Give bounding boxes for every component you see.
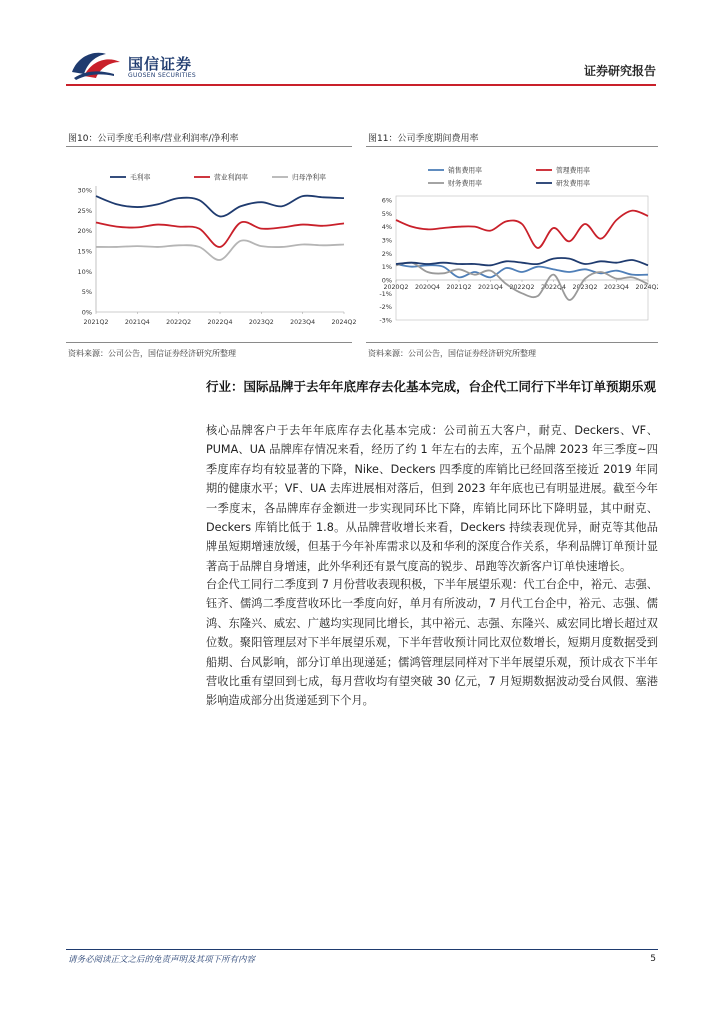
y-tick-label: -1%: [379, 289, 392, 298]
legend-label: 营业利润率: [214, 173, 248, 182]
figure-10-source: 资料来源：公司公告，国信证券经济研究所整理: [68, 349, 236, 358]
plot-frame: [396, 196, 648, 320]
figure-11-chart-svg: [366, 150, 658, 338]
figure-10-title: 图10：公司季度毛利率/营业利润率/净利率: [68, 134, 239, 144]
x-tick-label: 2021Q2: [446, 284, 472, 291]
body-paragraph: 核心品牌客户于去年年底库存去化基本完成：公司前五大客户，耐克、Deckers、VF、PUMA、UA 品牌库存情况来看，经历了约 1 年左右的去库，五个品牌 2023 年三季度~四季度库存均有较显著的下降，Nike、Deckers 四季度的库销比已经回落至接近 2019 年同期的健康水平；VF、UA 去库进展相对落后，但到 2023 年年底也已有明显进展。截至今年一季度末，各品牌库存金额进一步实现同环比下降，库销比同环比下降明显，其中耐克、Deckers 库销比低于 1.8。从品牌营收增长来看，Deckers 持续表现优异，耐克等其他品牌虽短期增速放缓，但基于今年补库需求以及和华利的深度合作关系，华利品牌订单预计显著高于品牌自身增速，此外华利还有景气度高的锐步、昂跑等次新客户订单快速增长。: [206, 424, 658, 573]
series-line: [396, 211, 648, 248]
y-tick-label: 6%: [381, 196, 392, 205]
x-tick-label: 2021Q4: [478, 284, 503, 291]
figure-11-source: 资料来源：公司公告，国信证券经济研究所整理: [368, 349, 536, 358]
y-tick-label: 5%: [81, 288, 92, 297]
y-tick-label: 25%: [77, 206, 92, 215]
y-tick-label: 10%: [77, 267, 92, 276]
x-tick-label: 2023Q2: [248, 319, 274, 326]
x-tick-label: 2021Q2: [83, 319, 109, 326]
y-tick-label: 5%: [381, 209, 392, 218]
brand-subtitle: GUOSEN SECURITIES: [128, 72, 197, 79]
series-line: [96, 222, 344, 247]
legend-label: 研发费用率: [556, 179, 590, 188]
x-tick-label: 2023Q4: [290, 319, 316, 326]
y-tick-label: 1%: [381, 263, 392, 272]
footer-rule: [66, 949, 658, 950]
brand-logo: [70, 48, 122, 82]
figure-10-source-rule: [66, 342, 352, 343]
y-tick-label: 0%: [381, 276, 392, 285]
x-tick-label: 2024Q2: [331, 319, 356, 326]
figure-11-chart: [366, 150, 658, 342]
x-tick-label: 2022Q4: [207, 319, 233, 326]
brand-logo-icon: [70, 48, 122, 82]
legend-label: 管理费用率: [556, 166, 590, 175]
series-line: [96, 196, 344, 217]
x-tick-label: 2023Q2: [572, 284, 598, 291]
figure-10-title-rule: [66, 146, 352, 147]
legend-label: 财务费用率: [448, 179, 482, 188]
y-tick-label: 2%: [381, 249, 392, 258]
figure-10-chart: [66, 150, 356, 342]
legend-label: 归母净利率: [292, 173, 326, 182]
legend-label: 销售费用率: [448, 166, 482, 175]
y-tick-label: 0%: [81, 308, 92, 317]
x-tick-label: 2021Q4: [124, 319, 150, 326]
disclaimer-link[interactable]: 请务必阅读正文之后的免责声明及其项下所有内容: [68, 955, 256, 965]
series-line: [396, 258, 648, 265]
header-rule: [66, 84, 656, 86]
x-tick-label: 2020Q4: [415, 284, 440, 291]
body-paragraph: 台企代工同行二季度到 7 月份营收表现积极，下半年展望乐观：代工台企中，裕元、志强、钰齐、儒鸿二季度营收环比一季度向好，单月有所波动，7 月代工台企中，裕元、志强、儒鸿、东隆兴、威宏、广越均实现同比增长，其中裕元、志强、东隆兴、威宏同比增长超过双位数。聚阳管理层对下半年展望乐观，下半年营收预计同比双位数增长，短期月度数据受到船期、台风影响，部分订单出现递延；儒鸿管理层同样对下半年展望乐观，预计成衣下半年营收比重有望回到七成，每月营收均有望突破 30 亿元，7 月短期数据波动受台风假、塞港影响造成部分出货递延到下个月。: [206, 578, 658, 708]
series-line: [96, 240, 344, 260]
y-tick-label: 4%: [381, 223, 392, 232]
brand-name: 国信证券: [128, 55, 193, 73]
figure-11-title-rule: [366, 146, 658, 147]
x-tick-label: 2024Q2: [635, 284, 658, 291]
y-tick-label: 3%: [381, 236, 392, 245]
x-tick-label: 2023Q4: [604, 284, 629, 291]
x-tick-label: 2022Q2: [166, 319, 192, 326]
section-heading: 行业：国际品牌于去年年底库存去化基本完成，台企代工同行下半年订单预期乐观: [206, 379, 657, 394]
y-tick-label: 15%: [77, 247, 92, 256]
figure-10-chart-svg: [66, 150, 356, 338]
legend-label: 毛利率: [130, 173, 151, 182]
x-tick-label: 2022Q4: [541, 284, 566, 291]
y-tick-label: 30%: [77, 186, 92, 195]
x-tick-label: 2022Q2: [509, 284, 535, 291]
figure-11-source-rule: [366, 342, 658, 343]
y-tick-label: -3%: [379, 316, 392, 325]
report-type-label: 证券研究报告: [583, 64, 656, 78]
x-tick-label: 2020Q2: [383, 284, 409, 291]
page-number: 5: [650, 954, 656, 964]
y-tick-label: -2%: [379, 303, 392, 312]
figure-11-title: 图11：公司季度期间费用率: [368, 134, 479, 144]
y-tick-label: 20%: [77, 227, 92, 236]
